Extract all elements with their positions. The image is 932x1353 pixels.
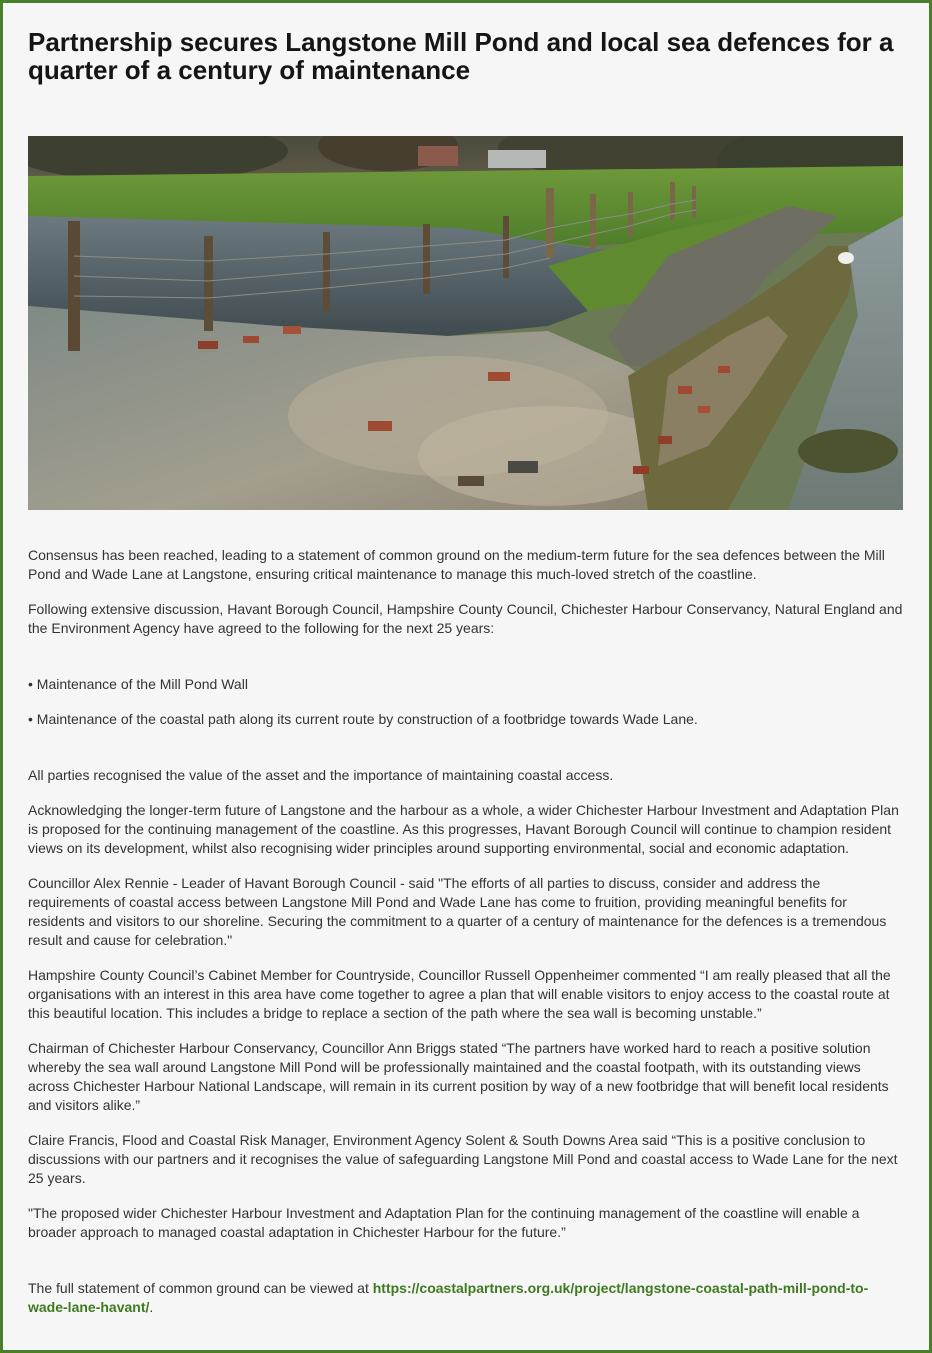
hero-photo bbox=[28, 136, 903, 510]
paragraph-adaptation-plan: Acknowledging the longer-term future of Langstone and the harbour as a whole, a wider Chichester Harbour Investment and Adaptation Plan is proposed for the continuing management of the coastline. As this progresses, Havant Borough Council will continue to champion resident views on its development, whilst also recognising wider principles around supporting environmental, social and economic adaptation. bbox=[28, 802, 899, 856]
paragraph-recognition: All parties recognised the value of the asset and the importance of maintaining coastal access. bbox=[28, 767, 614, 783]
quote-ann-briggs: Chairman of Chichester Harbour Conservancy, Councillor Ann Briggs stated “The partners have worked hard to reach a positive solution whereby the sea wall around Langstone Mill Pond will be professionally maintained and the coastal footpath, with its outstanding views across Chichester Harbour National Landscape, will remain in its current position by way of a new footbridge that will benefit local residents and visitors alike.” bbox=[28, 1040, 889, 1113]
article-body bbox=[28, 546, 904, 1333]
paragraph-agreement: Following extensive discussion, Havant Borough Council, Hampshire County Council, Chichester Harbour Conservancy, Natural England and the Environment Agency have agreed to the following for the next 25 years: bbox=[28, 601, 903, 636]
paragraph-consensus: Consensus has been reached, leading to a statement of common ground on the medium-term future for the sea defences between the Mill Pond and Wade Lane at Langstone, ensuring critical maintenance to manage this much-loved stretch of the coastline. bbox=[28, 547, 885, 582]
photo-icon bbox=[28, 136, 903, 510]
quote-claire-francis: Claire Francis, Flood and Coastal Risk Manager, Environment Agency Solent & South Downs Area said “This is a positive conclusion to discussions with our partners and it recognises the value of safeguarding Langstone Mill Pond and coastal access to Wade Lane for the next 25 years. bbox=[28, 1132, 898, 1186]
footer-suffix: . bbox=[149, 1299, 154, 1315]
quote-russell-oppenheimer: Hampshire County Council’s Cabinet Member for Countryside, Councillor Russell Oppenheimer commented “I am really pleased that all the organisations with an interest in this area have come together to agree a plan that will enable visitors to enjoy access to the coastal route at this beautiful location. This includes a bridge to replace a section of the path where the sea wall is becoming unstable.” bbox=[28, 967, 891, 1021]
bullet-item: • Maintenance of the Mill Pond Wall bbox=[28, 676, 248, 692]
footer-prefix: The full statement of common ground can be viewed at bbox=[28, 1280, 373, 1296]
footer-statement bbox=[28, 1279, 904, 1317]
statement-link[interactable]: https://coastalpartners.org.uk/project/langstone-coastal-path-mill-pond-to-wade-lane-havant/ bbox=[28, 1280, 869, 1315]
article-page bbox=[3, 3, 929, 1350]
quote-claire-francis-continued: "The proposed wider Chichester Harbour Investment and Adaptation Plan for the continuing management of the coastline will enable a broader approach to managed coastal adaptation in Chichester Harbour for the future.” bbox=[28, 1205, 860, 1240]
article-title: Partnership secures Langstone Mill Pond and local sea defences for a quarter of a century of maintenance bbox=[28, 27, 894, 85]
bullet-item: • Maintenance of the coastal path along its current route by construction of a footbridge towards Wade Lane. bbox=[28, 711, 698, 727]
quote-alex-rennie: Councillor Alex Rennie - Leader of Havant Borough Council - said "The efforts of all parties to discuss, consider and address the requirements of coastal access between Langstone Mill Pond and Wade Lane has come to fruition, providing meaningful benefits for residents and visitors to our shoreline. Securing the commitment to a quarter of a century of maintenance for the defences is a tremendous result and cause for celebration." bbox=[28, 875, 887, 948]
